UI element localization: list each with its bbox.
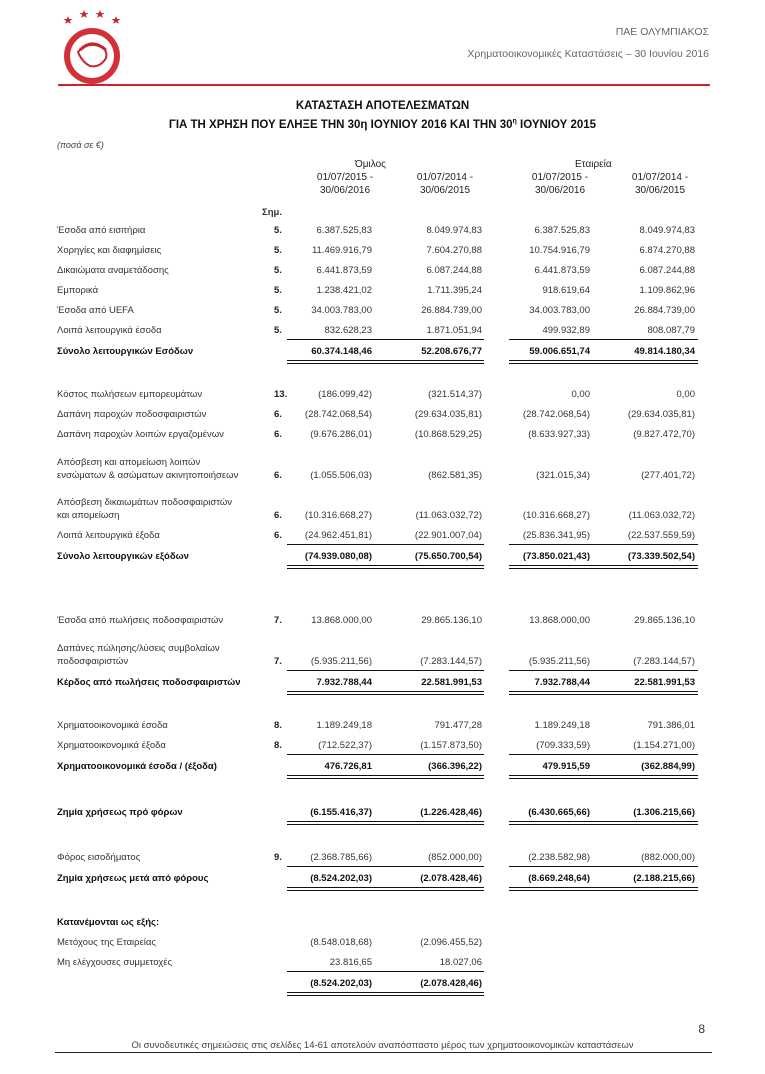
row-label: Χρηματοοικονομικά έσοδα (57, 720, 168, 731)
row-note: 8. (274, 740, 282, 751)
row-fin-expenses (0, 740, 765, 754)
value-group-2016: 13.868.000,00 (311, 615, 372, 626)
value-group-2015: (366.396,22) (428, 761, 482, 772)
value-group-2015: (321.514,37) (428, 389, 482, 400)
value-company-2016: 1.189.249,18 (534, 720, 590, 731)
value-group-2015: 1.711.395,24 (427, 285, 482, 296)
value-company-2016: 7.932.788,44 (534, 677, 590, 688)
value-group-2015: (1.157.873,50) (420, 740, 482, 751)
row-player-sales (0, 615, 765, 629)
row-label: Ζημία χρήσεως πρό φόρων (57, 807, 183, 818)
row-note: 6. (274, 470, 282, 481)
value-group-2015: (29.634.035,81) (414, 409, 482, 420)
row-note: 6. (274, 530, 282, 541)
row-label: Έσοδα από πωλήσεις ποδοσφαιριστών (57, 615, 224, 626)
group-column-header: Όμιλος (355, 159, 386, 170)
row-label: Ζημία χρήσεως μετά από φόρους (57, 873, 209, 884)
row-other-expenses (0, 530, 765, 544)
value-company-2016: 6.387.525,83 (534, 225, 590, 236)
subtotal-rule (287, 544, 484, 545)
page-number: 8 (698, 1022, 705, 1036)
row-note: 7. (274, 656, 282, 667)
value-company-2015: 791.386,01 (647, 720, 695, 731)
value-group-2016: 6.441.873,59 (316, 265, 372, 276)
period-from: 01/07/2015 - (531, 172, 589, 183)
value-company-2016: (10.316.668,27) (522, 510, 590, 521)
value-company-2015: (22.537.559,59) (627, 530, 695, 541)
row-note: 8. (274, 720, 282, 731)
value-company-2015: (9.827.472,70) (633, 429, 695, 440)
value-group-2015: 791.477,28 (434, 720, 482, 731)
row-label: Λοιπά λειτουργικά έσοδα (57, 325, 162, 336)
value-company-2016: 34.003.783,00 (529, 305, 590, 316)
value-company-2015: (277.401,72) (641, 470, 695, 481)
row-total-expenses (0, 551, 765, 565)
total-double-rule (287, 775, 484, 779)
row-label: Δαπάνη παροχών ποδοσφαιριστών (57, 409, 207, 420)
value-company-2016: (5.935.211,56) (528, 656, 590, 667)
footer-note: Οι συνοδευτικές σημειώσεις στις σελίδες 14-61 αποτελούν αναπόσπαστο μέρος των χρηματοοικονομικών καταστάσεων (131, 1040, 634, 1051)
value-company-2015: 8.049.974,83 (639, 225, 695, 236)
period-to: 30/06/2015 (634, 185, 686, 196)
value-group-2015: 6.087.244,88 (426, 265, 482, 276)
value-group-2015: 18.027,06 (439, 957, 482, 968)
row-loss-before-tax (0, 807, 765, 821)
row-note: 6. (274, 429, 282, 440)
value-company-2015: 1.109.862,96 (639, 285, 695, 296)
total-double-rule (287, 887, 484, 891)
subtotal-rule (509, 339, 698, 340)
value-company-2016: (73.850.021,43) (522, 551, 590, 562)
row-label: Κέρδος από πωλήσεις ποδοσφαιριστών (57, 677, 241, 688)
total-double-rule (287, 691, 484, 695)
value-company-2016: 13.868.000,00 (529, 615, 590, 626)
value-company-2016: (321.015,34) (536, 470, 590, 481)
total-double-rule (287, 565, 484, 569)
row-player-rights (0, 497, 765, 524)
row-label: Κόστος πωλήσεων εμπορευμάτων (57, 389, 203, 400)
value-group-2016: 1.189.249,18 (316, 720, 372, 731)
value-group-2016: (1.055.506,03) (310, 470, 372, 481)
value-company-2016: 499.932,89 (542, 325, 590, 336)
company-column-header: Εταιρεία (575, 159, 612, 170)
row-label: Δικαιώματα αναμετάδοσης (57, 265, 169, 276)
row-note: 5. (274, 245, 282, 256)
row-note: 5. (274, 305, 282, 316)
value-group-2015: 26.884.739,00 (421, 305, 482, 316)
subtotal-rule (287, 754, 484, 755)
value-company-2015: (362.884,99) (641, 761, 695, 772)
row-cogs (0, 389, 765, 403)
value-company-2015: 0,00 (676, 389, 695, 400)
total-double-rule (287, 821, 484, 825)
value-company-2015: (882.000,00) (641, 852, 695, 863)
value-group-2016: (28.742.068,54) (304, 409, 372, 420)
value-group-2016: 1.238.421,02 (316, 285, 372, 296)
row-label: Σύνολο λειτουργικών εξόδων (57, 551, 189, 562)
value-company-2015: (7.283.144,57) (633, 656, 695, 667)
value-group-2016: (712.522,37) (318, 740, 372, 751)
value-company-2015: (29.634.035,81) (627, 409, 695, 420)
row-staff-cost (0, 429, 765, 443)
note-column-header: Σημ. (262, 207, 282, 218)
value-company-2015: (1.306.215,66) (633, 807, 695, 818)
row-attribution-total (0, 978, 765, 992)
value-group-2016: (8.524.202,03) (310, 978, 372, 989)
statement-title: ΚΑΤΑΣΤΑΣΗ ΑΠΟΤΕΛΕΣΜΑΤΩΝ (295, 100, 470, 112)
value-group-2015: 29.865.136,10 (421, 615, 482, 626)
value-company-2016: 10.754.916,79 (529, 245, 590, 256)
document-subtitle: Χρηματοοικονομικές Καταστάσεις – 30 Ιουνίου 2016 (467, 48, 709, 60)
value-group-2016: 6.387.525,83 (316, 225, 372, 236)
value-group-2016: 23.816,65 (329, 957, 372, 968)
row-note: 5. (274, 265, 282, 276)
value-group-2016: 60.374.148,46 (311, 346, 372, 357)
row-fin-income (0, 720, 765, 734)
total-double-rule (509, 691, 698, 695)
subtotal-rule (287, 971, 484, 972)
row-fin-net (0, 761, 765, 775)
value-company-2016: 918.619,64 (542, 285, 590, 296)
value-group-2015: 8.049.974,83 (426, 225, 482, 236)
subtotal-rule (509, 866, 698, 867)
row-label-line2: ποδοσφαιριστών (57, 656, 129, 667)
row-label: Χρηματοοικονομικά έσοδα / (έξοδα) (57, 761, 217, 772)
row-label-line1: Απόσβεση και απομείωση λοιπών (57, 457, 201, 468)
row-label: Έσοδα από εισιτήρια (57, 225, 146, 236)
value-group-2015: (11.063.032,72) (415, 510, 482, 521)
company-name: ΠΑΕ ΟΛΥΜΠΙΑΚΟΣ (615, 26, 709, 38)
value-group-2016: 34.003.783,00 (311, 305, 372, 316)
subtotal-rule (509, 754, 698, 755)
value-group-2016: 476.726,81 (324, 761, 372, 772)
row-label-line1: Απόσβεση δικαιωμάτων ποδοσφαιριστών (57, 497, 233, 508)
period-from: 01/07/2014 - (416, 172, 474, 183)
row-label: Κατανέμονται ως εξής: (57, 917, 160, 928)
total-double-rule (287, 360, 484, 364)
period-from: 01/07/2015 - (316, 172, 374, 183)
value-group-2015: (75.650.700,54) (414, 551, 482, 562)
value-group-2015: 1.871.051,94 (426, 325, 482, 336)
value-company-2016: (25.836.341,95) (522, 530, 590, 541)
header-divider (58, 84, 710, 86)
value-group-2016: (8.524.202,03) (310, 873, 372, 884)
value-group-2016: (8.548.018,68) (310, 937, 372, 948)
row-income-tax (0, 852, 765, 866)
value-company-2015: 808.087,79 (647, 325, 695, 336)
value-company-2016: (6.430.665,66) (528, 807, 590, 818)
statement-period-title (0, 118, 765, 131)
value-company-2015: 6.087.244,88 (639, 265, 695, 276)
row-other-income (0, 325, 765, 339)
row-owners (0, 937, 765, 951)
value-group-2016: (9.676.286,01) (310, 429, 372, 440)
value-company-2016: (8.669.248,64) (528, 873, 590, 884)
title-superscript: η (512, 118, 517, 125)
value-group-2016: (10.316.668,27) (304, 510, 372, 521)
value-group-2015: (2.096.455,52) (420, 937, 482, 948)
row-tickets (0, 225, 765, 239)
subtotal-rule (509, 670, 698, 671)
value-group-2016: (186.099,42) (318, 389, 372, 400)
total-double-rule (287, 992, 484, 996)
row-commercial (0, 285, 765, 299)
period-to: 30/06/2016 (319, 185, 371, 196)
row-label: Λοιπά λειτουργικά έξοδα (57, 530, 160, 541)
row-label-line2: ενσώματων & ασώματων ακινητοποιήσεων (57, 470, 239, 481)
value-group-2015: (852.000,00) (428, 852, 482, 863)
row-total-income (0, 346, 765, 360)
value-company-2015: (1.154.271,00) (633, 740, 695, 751)
row-label: Σύνολο λειτουργικών Εσόδων (57, 346, 194, 357)
value-group-2016: (24.962.451,81) (304, 530, 372, 541)
value-company-2016: 6.441.873,59 (534, 265, 590, 276)
value-company-2015: 26.884.739,00 (634, 305, 695, 316)
value-company-2015: (73.339.502,54) (627, 551, 695, 562)
value-group-2016: (6.155.416,37) (310, 807, 372, 818)
row-label: Δαπάνη παροχών λοιπών εργαζομένων (57, 429, 224, 440)
value-company-2015: 22.581.991,53 (634, 677, 695, 688)
currency-unit: (ποσά σε €) (57, 140, 104, 150)
period-from: 01/07/2014 - (631, 172, 689, 183)
period-header-3 (515, 171, 605, 197)
value-company-2016: 479.915,59 (542, 761, 590, 772)
row-note: 6. (274, 510, 282, 521)
value-group-2015: (2.078.428,46) (420, 978, 482, 989)
value-group-2015: 22.581.991,53 (421, 677, 482, 688)
value-group-2015: (10.868.529,25) (414, 429, 482, 440)
row-note: 13. (274, 389, 288, 400)
period-header-4 (615, 171, 705, 197)
row-nci (0, 957, 765, 971)
row-note: 9. (274, 852, 282, 863)
row-label: Μετόχους της Εταιρείας (57, 937, 156, 948)
row-note: 7. (274, 615, 282, 626)
row-note: 5. (274, 225, 282, 236)
row-label-line1: Δαπάνες πώλησης/λύσεις συμβολαίων (57, 643, 220, 654)
row-label-line2: και απομείωση (57, 510, 120, 521)
value-company-2015: 49.814.180,34 (634, 346, 695, 357)
value-company-2016: (2.238.582,98) (528, 852, 590, 863)
value-group-2015: (862.581,35) (428, 470, 482, 481)
row-note: 6. (274, 409, 282, 420)
subtotal-rule (287, 339, 484, 340)
total-double-rule (509, 565, 698, 569)
value-group-2016: 11.469.916,79 (311, 245, 372, 256)
value-company-2016: (8.633.927,33) (528, 429, 590, 440)
value-company-2015: 6.874.270,88 (639, 245, 695, 256)
period-header-1 (300, 171, 390, 197)
value-group-2015: 7.604.270,88 (426, 245, 482, 256)
value-company-2016: (28.742.068,54) (522, 409, 590, 420)
value-group-2015: (22.901.007,04) (414, 530, 482, 541)
row-label: Χορηγίες και διαφημίσεις (57, 245, 162, 256)
value-group-2015: (2.078.428,46) (420, 873, 482, 884)
row-note: 5. (274, 325, 282, 336)
value-group-2016: (2.368.785,66) (310, 852, 372, 863)
row-player-sales-profit (0, 677, 765, 691)
period-to: 30/06/2016 (534, 185, 586, 196)
row-label: Μη ελέγχουσες συμμετοχές (57, 957, 173, 968)
row-uefa (0, 305, 765, 319)
row-sponsorships (0, 245, 765, 259)
row-players-cost (0, 409, 765, 423)
value-company-2015: (11.063.032,72) (628, 510, 695, 521)
row-note: 5. (274, 285, 282, 296)
value-group-2015: 52.208.676,77 (421, 346, 482, 357)
value-group-2015: (7.283.144,57) (420, 656, 482, 667)
subtotal-rule (509, 544, 698, 545)
value-company-2016: 0,00 (571, 389, 590, 400)
value-group-2015: (1.226.428,46) (420, 807, 482, 818)
value-company-2015: (2.188.215,66) (633, 873, 695, 884)
value-company-2015: 29.865.136,10 (634, 615, 695, 626)
row-depreciation (0, 457, 765, 484)
value-group-2016: 7.932.788,44 (316, 677, 372, 688)
total-double-rule (509, 360, 698, 364)
value-group-2016: (5.935.211,56) (310, 656, 372, 667)
subtotal-rule (287, 866, 484, 867)
period-header-2 (400, 171, 490, 197)
total-double-rule (509, 821, 698, 825)
title-part-b: ΙΟΥΝΙΟΥ 2015 (516, 118, 597, 131)
subtotal-rule (287, 670, 484, 671)
period-to: 30/06/2015 (419, 185, 471, 196)
row-player-sales-cost (0, 643, 765, 670)
row-broadcasting (0, 265, 765, 279)
row-attribution-header (0, 917, 765, 931)
row-label: Φόρος εισοδήματος (57, 852, 141, 863)
row-loss-after-tax (0, 873, 765, 887)
total-double-rule (509, 775, 698, 779)
footer-divider (55, 1052, 712, 1053)
olympiacos-crest-icon (56, 8, 128, 88)
value-group-2016: (74.939.080,08) (304, 551, 372, 562)
row-label: Χρηματοοικονομικά έξοδα (57, 740, 166, 751)
value-company-2016: (709.333,59) (536, 740, 590, 751)
total-double-rule (509, 887, 698, 891)
title-part-a: ΓΙΑ ΤΗ ΧΡΗΣΗ ΠΟΥ ΕΛΗΞΕ ΤΗΝ 30η ΙΟΥΝΙΟΥ 2016 ΚΑΙ ΤΗΝ 30 (168, 118, 513, 131)
row-label: Εμπορικά (57, 285, 99, 296)
value-group-2016: 832.628,23 (324, 325, 372, 336)
value-company-2016: 59.006.651,74 (529, 346, 590, 357)
row-label: Έσοδα από UEFA (57, 305, 134, 316)
